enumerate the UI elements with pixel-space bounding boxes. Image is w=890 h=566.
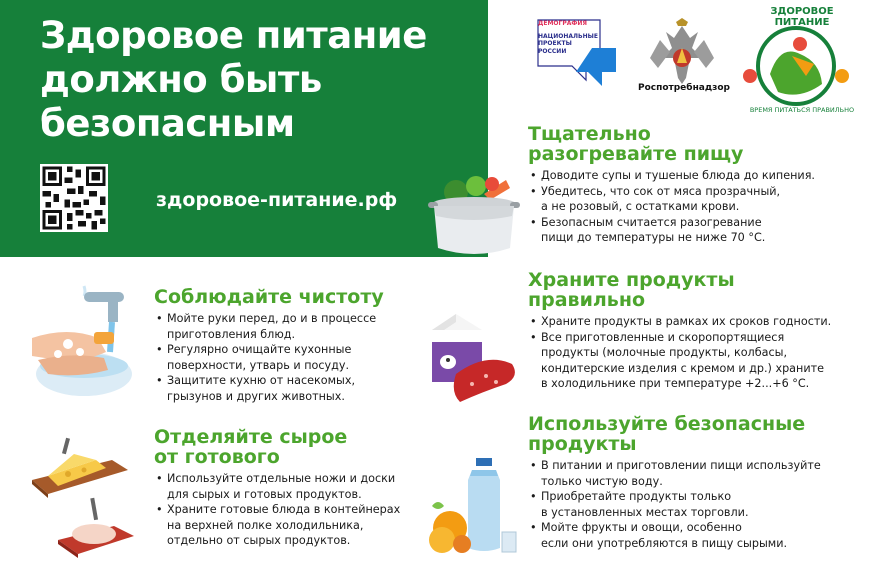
section-raw-vs-cooked (154, 427, 400, 549)
national-projects-text: ДЕМОГРАФИЯ НАЦИОНАЛЬНЫЕ ПРОЕКТЫ РОССИИ (538, 20, 598, 55)
list-item: • Регулярно очищайте кухонные поверхности, утварь и посуду. (154, 342, 384, 373)
title-line: Здоровое питание (40, 14, 427, 57)
healthy-eating-slogan: ВРЕМЯ ПИТАТЬСЯ ПРАВИЛЬНО (749, 106, 855, 114)
tips-list (528, 458, 821, 552)
list-item: • Используйте отдельные ножи и доски для сырых и готовых продуктов. (154, 471, 400, 502)
cheese-board-icon (28, 436, 132, 498)
cooking-pot-icon (426, 170, 522, 260)
list-item: • Храните готовые блюда в контейнерах на верхней полке холодильника, отдельно от сырых продуктов. (154, 502, 400, 549)
section-title: Отделяйте сырое от готового (154, 426, 348, 468)
rospotrebnadzor-label: Роспотребнадзор (638, 83, 730, 93)
tips-list (528, 168, 815, 246)
section-title: Используйте безопасные продукты (528, 413, 806, 455)
title-line: должно быть (40, 58, 322, 101)
list-item: • Безопасным считается разогревание пищи до температуры не ниже 70 °С. (528, 215, 815, 246)
list-item: • В питании и приготовлении пищи используйте только чистую воду. (528, 458, 821, 489)
section-reheat (528, 124, 815, 246)
tips-list (528, 314, 831, 392)
section-cleanliness (154, 287, 384, 405)
hand-washing-icon (28, 282, 140, 402)
list-item: • Приобретайте продукты только в установленных местах торговли. (528, 489, 821, 520)
list-item: • Доводите супы и тушеные блюда до кипения. (528, 168, 815, 184)
section-title: Храните продукты правильно (528, 269, 735, 311)
section-title: Соблюдайте чистоту (154, 286, 384, 308)
page-title (40, 14, 480, 146)
chicken-board-icon (54, 496, 138, 558)
list-item: • Храните продукты в рамках их сроков годности. (528, 314, 831, 330)
tips-list (154, 471, 400, 549)
list-item: • Мойте руки перед, до и в процессе приготовления блюд. (154, 311, 384, 342)
tips-list (154, 311, 384, 405)
water-bottle-and-fruits-icon (426, 456, 520, 556)
list-item: • Мойте фрукты и овощи, особенно если они употребляются в пищу сырыми. (528, 520, 821, 551)
list-item: • Защитите кухню от насекомых, грызунов и других животных. (154, 373, 384, 404)
list-item: • Убедитесь, что сок от мяса прозрачный, а не розовый, с остатками крови. (528, 184, 815, 215)
website-link[interactable]: здоровое-питание.рф (156, 189, 398, 211)
title-line: безопасным (40, 102, 295, 145)
milk-carton-icon (426, 312, 522, 412)
list-item: • Все приготовленные и скоропортящиеся продукты (молочные продукты, колбасы, кондитерские изделия с кремом и др.) храните в холодильнике при температуре +2...+6 °С. (528, 330, 831, 392)
healthy-eating-title: ЗДОРОВОЕ ПИТАНИЕ (770, 6, 834, 28)
section-storage (528, 270, 831, 392)
section-safe-products (528, 414, 821, 552)
qr-code-icon[interactable] (40, 164, 108, 232)
section-title: Тщательно разогревайте пищу (528, 123, 744, 165)
